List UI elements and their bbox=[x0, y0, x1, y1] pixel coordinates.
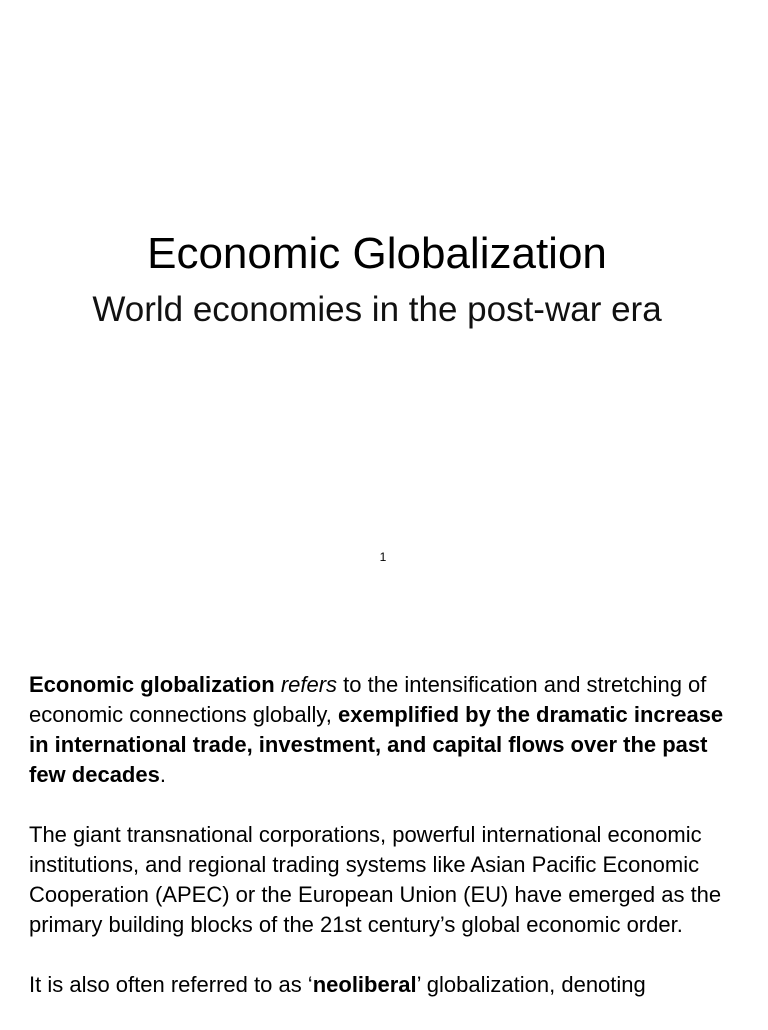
notes-paragraph-3 bbox=[29, 970, 741, 1000]
notes-italic-refers: refers bbox=[280, 672, 338, 697]
slide-number: 1 bbox=[379, 550, 387, 564]
notes-paragraph-2: The giant transnational corporations, powerful international economic institutions, and regional trading systems like Asian Pacific Economic Cooperation (APEC) or the European Union (EU) have emerged as the primary building blocks of the 21st century’s global economic order. bbox=[29, 822, 722, 937]
notes-text: . bbox=[159, 762, 166, 787]
notes-emphasis: exemplified by the dramatic increase in international trade, investment, and capital flows over the past few decades bbox=[29, 702, 724, 787]
term-economic-globalization: Economic globalization bbox=[29, 672, 275, 697]
term-neoliberal: neoliberal bbox=[312, 972, 417, 997]
slide-title: Economic Globalization bbox=[147, 229, 607, 278]
notes-text: ’ globalization, denoting bbox=[416, 972, 646, 997]
slide-subtitle: World economies in the post-war era bbox=[92, 290, 662, 329]
notes-text: It is also often referred to as ‘ bbox=[29, 972, 313, 997]
notes-text: to the intensification and stretching of economic connections globally, bbox=[29, 672, 707, 727]
notes-paragraph-1 bbox=[29, 670, 741, 790]
speaker-notes bbox=[29, 670, 741, 1030]
